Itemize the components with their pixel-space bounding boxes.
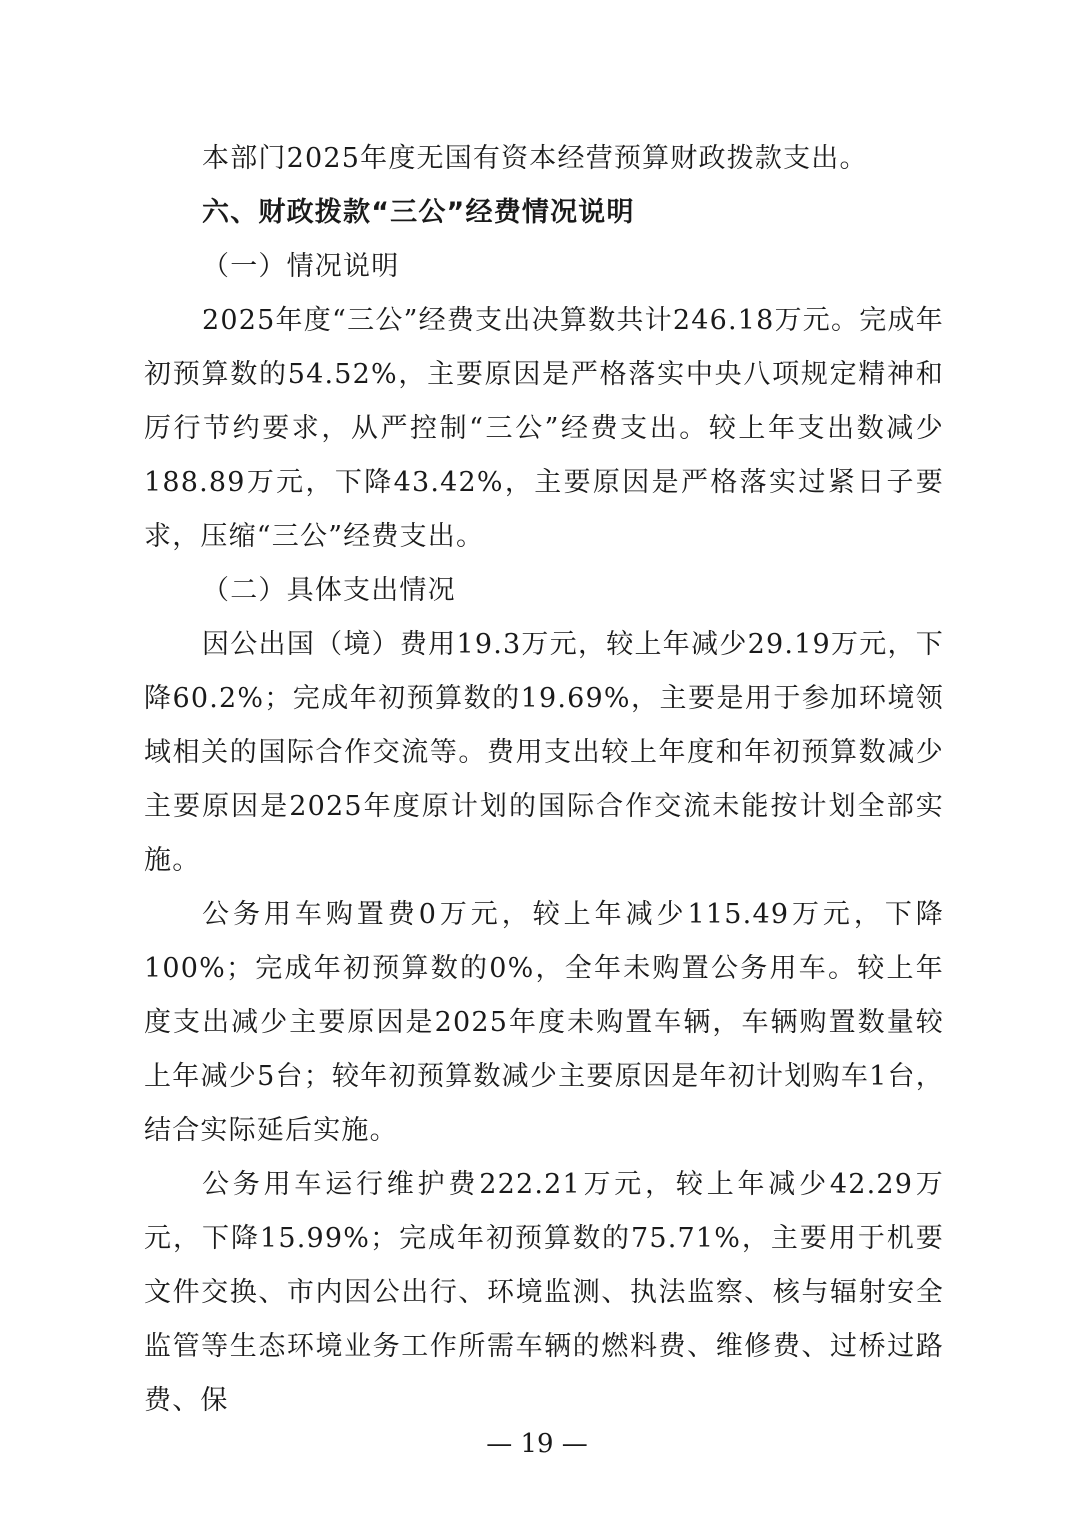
section-heading-three-public-expenses: 六、财政拨款“三公”经费情况说明 <box>202 197 635 228</box>
paragraph-state-capital-budget: 本部门2025年度无国有资本经营预算财政拨款支出。 <box>202 143 868 174</box>
page-number: — 19 — <box>486 1429 588 1459</box>
paragraph-overview: 2025年度“三公”经费支出决算数共计246.18万元。完成年初预算数的54.52%，主要原因是严格落实中央八项规定精神和厉行节约要求，从严控制“三公”经费支出。较上年支出数减少188.89万元，下降43.42%，主要原因是严格落实过紧日子要求，压缩“三公”经费支出。 <box>144 305 944 552</box>
document-body <box>144 132 944 1428</box>
subheading-details: （二）具体支出情况 <box>202 575 456 606</box>
paragraph-vehicle-operation: 公务用车运行维护费222.21万元，较上年减少42.29万元，下降15.99%；完成年初预算数的75.71%，主要用于机要文件交换、市内因公出行、环境监测、执法监察、核与辐射安全监管等生态环境业务工作所需车辆的燃料费、维修费、过桥过路费、保 <box>144 1169 944 1416</box>
paragraph-overseas-travel: 因公出国（境）费用19.3万元，较上年减少29.19万元，下降60.2%；完成年初预算数的19.69%，主要是用于参加环境领域相关的国际合作交流等。费用支出较上年度和年初预算数减少主要原因是2025年度原计划的国际合作交流未能按计划全部实施。 <box>144 629 944 876</box>
paragraph-vehicle-purchase: 公务用车购置费0万元，较上年减少115.49万元，下降100%；完成年初预算数的0%，全年未购置公务用车。较上年度支出减少主要原因是2025年度未购置车辆，车辆购置数量较上年减少5台；较年初预算数减少主要原因是年初计划购车1台，结合实际延后实施。 <box>144 899 944 1146</box>
subheading-overview: （一）情况说明 <box>202 251 400 282</box>
